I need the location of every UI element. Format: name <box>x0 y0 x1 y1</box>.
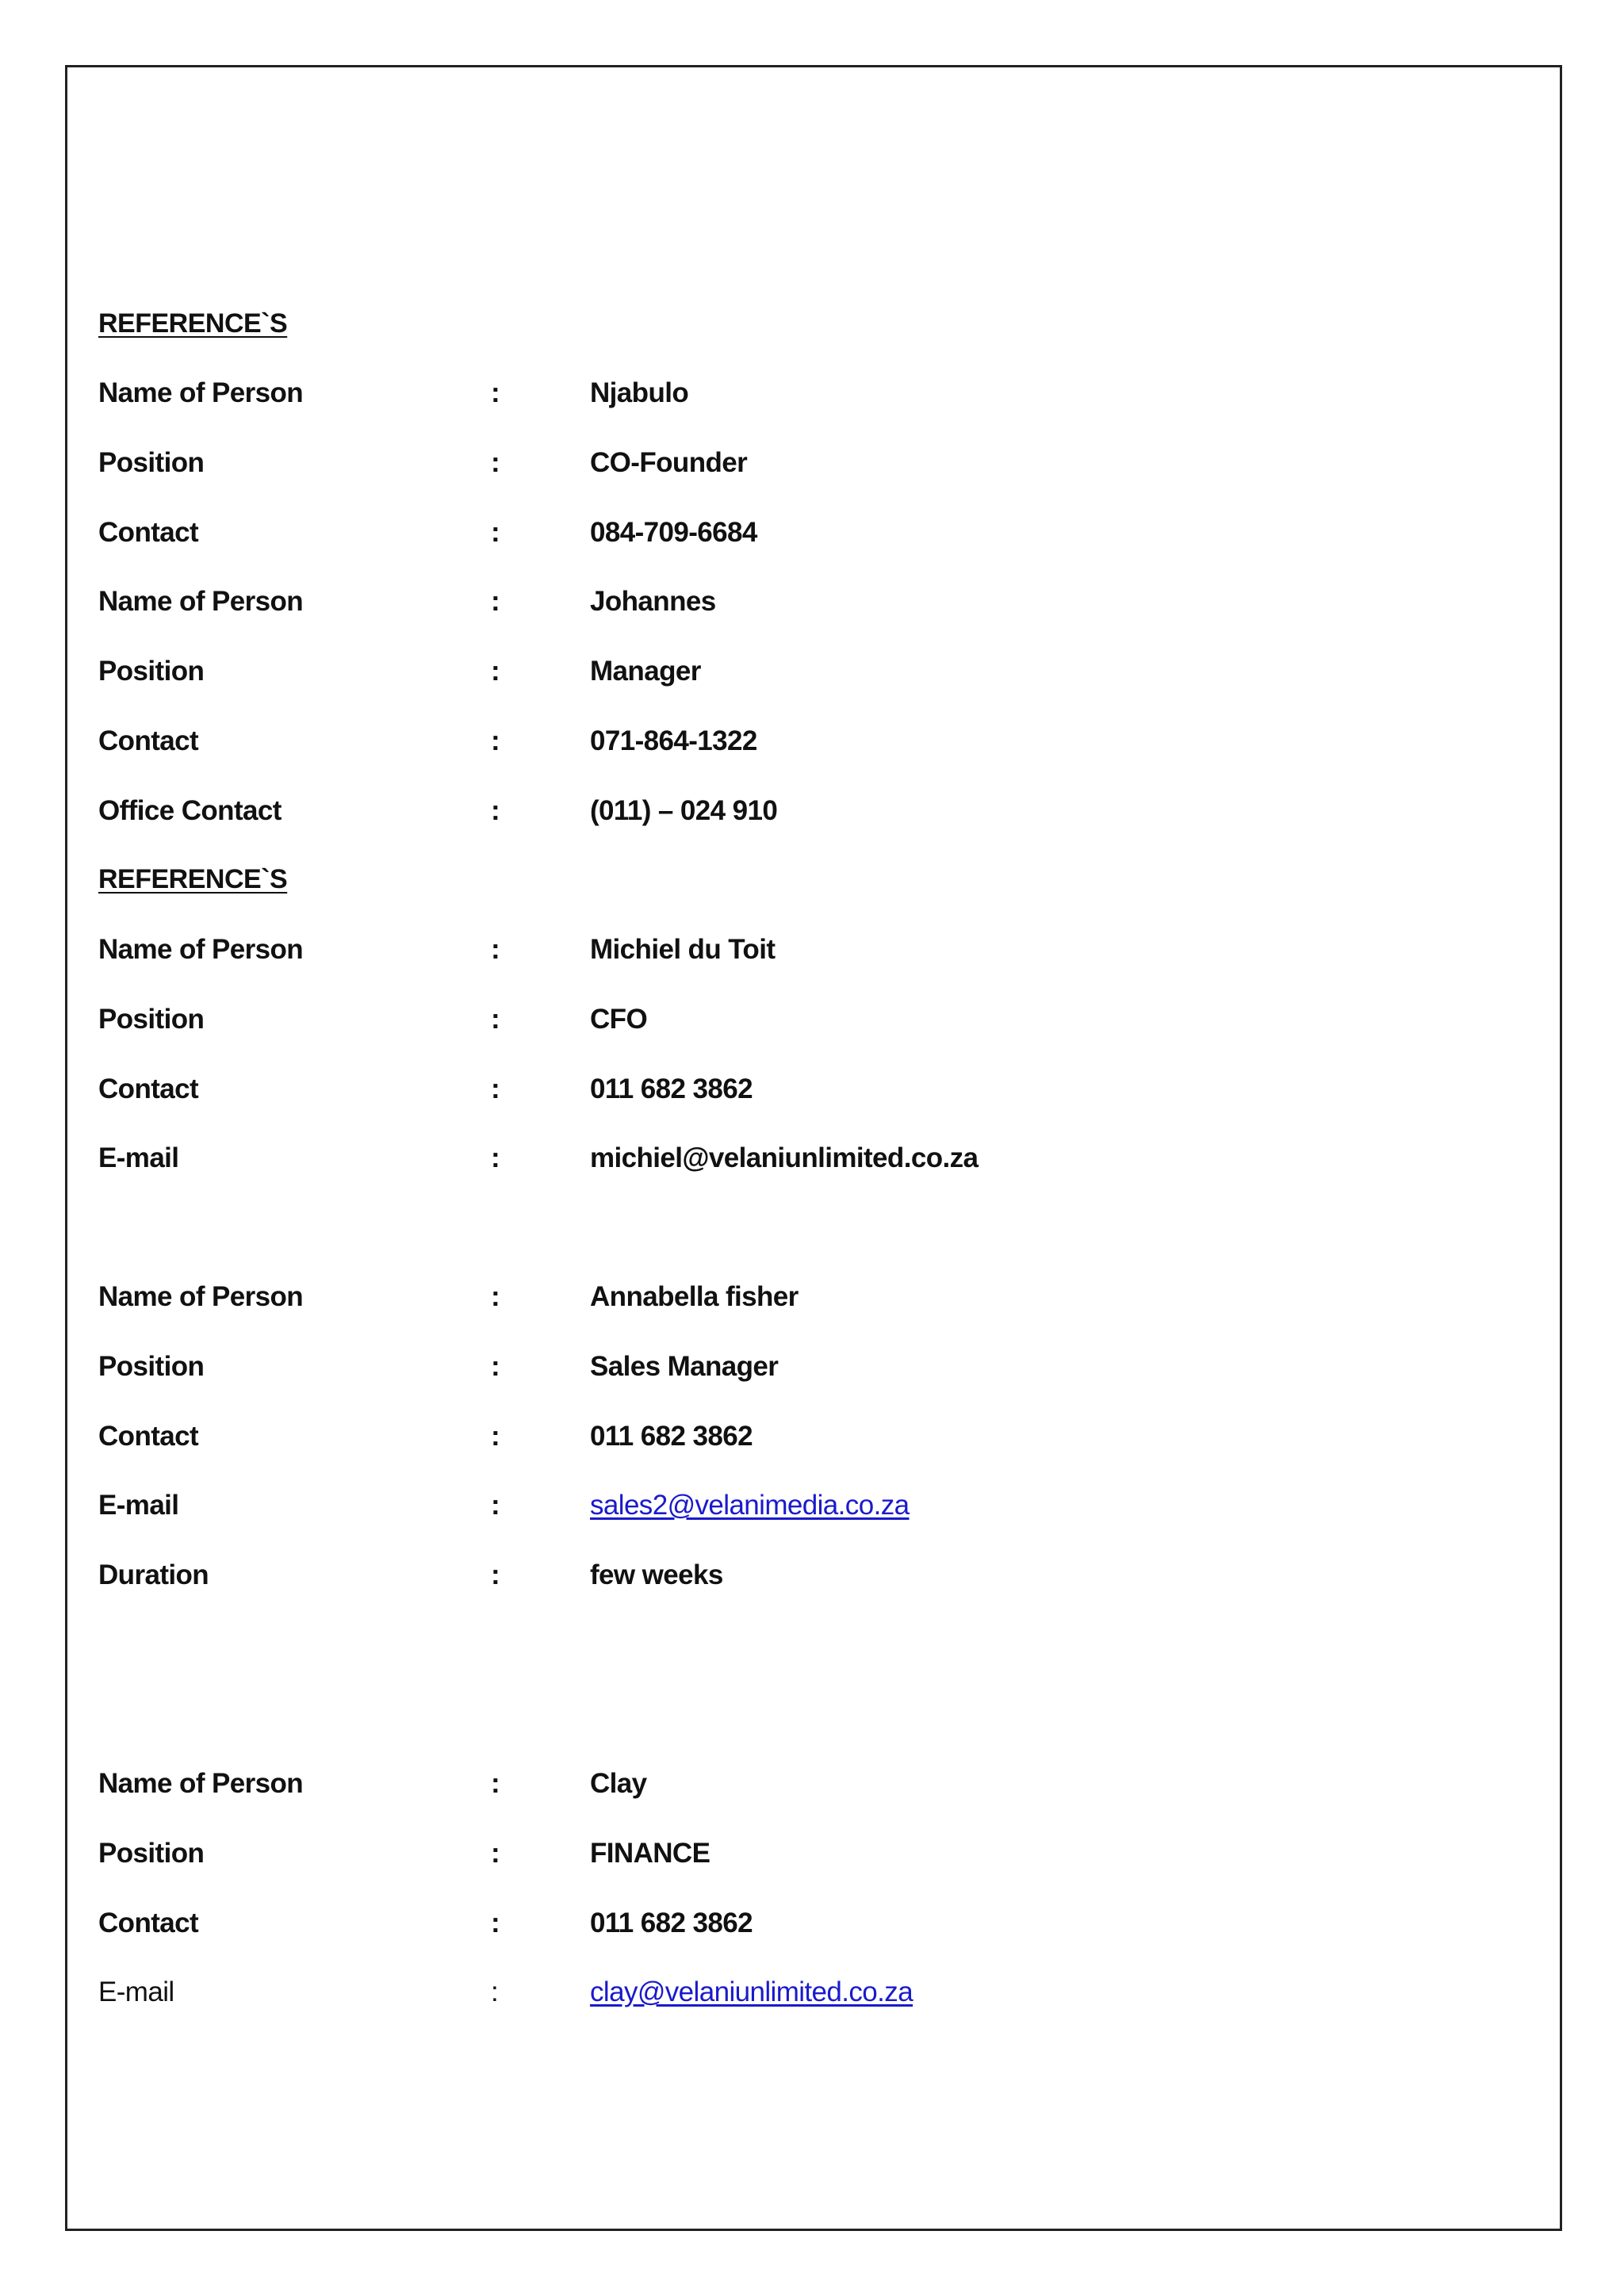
reference-row <box>0 1835 1624 1873</box>
reference-row <box>0 1139 1624 1177</box>
reference-row <box>0 722 1624 760</box>
field-separator: : <box>491 1838 500 1869</box>
field-separator: : <box>491 1559 500 1590</box>
field-label: Duration <box>98 1559 209 1590</box>
reference-row <box>0 444 1624 482</box>
reference-row <box>0 1904 1624 1942</box>
field-value: few weeks <box>590 1559 723 1590</box>
field-label: Contact <box>98 725 199 756</box>
field-separator: : <box>491 1281 500 1312</box>
field-value: 084-709-6684 <box>590 517 757 548</box>
field-value: CO-Founder <box>590 447 748 478</box>
reference-row <box>0 583 1624 621</box>
reference-row <box>0 1001 1624 1039</box>
field-label: Name of Person <box>98 934 304 965</box>
field-separator: : <box>491 1768 500 1799</box>
field-label: Contact <box>98 1421 199 1452</box>
field-value: Manager <box>590 656 701 687</box>
reference-row <box>0 931 1624 969</box>
field-label: Contact <box>98 1073 199 1104</box>
field-separator: : <box>491 795 500 826</box>
field-label: Position <box>98 447 205 478</box>
reference-row <box>0 374 1624 412</box>
field-value: Johannes <box>590 586 716 617</box>
field-separator: : <box>491 656 500 687</box>
field-separator: : <box>491 1490 500 1521</box>
field-value: Annabella fisher <box>590 1281 799 1312</box>
field-label: Contact <box>98 517 199 548</box>
field-label: Position <box>98 1351 205 1382</box>
field-value: FINANCE <box>590 1838 710 1869</box>
field-value: michiel@velaniunlimited.co.za <box>590 1142 979 1173</box>
field-separator: : <box>491 447 500 478</box>
field-value: 011 682 3862 <box>590 1073 753 1104</box>
field-label: Name of Person <box>98 1768 304 1799</box>
field-separator: : <box>491 1421 500 1452</box>
field-separator: : <box>491 586 500 617</box>
field-label: Position <box>98 1004 205 1035</box>
reference-row <box>0 1418 1624 1456</box>
field-separator: : <box>491 377 500 408</box>
reference-row <box>0 1973 1624 2011</box>
reference-row <box>0 1487 1624 1525</box>
reference-row <box>0 1070 1624 1108</box>
field-label: E-mail <box>98 1142 179 1173</box>
email-link[interactable]: clay@velaniunlimited.co.za <box>590 1976 914 2007</box>
field-value: 011 682 3862 <box>590 1908 753 1938</box>
field-separator: : <box>491 1908 500 1938</box>
reference-row <box>0 792 1624 830</box>
field-label: Name of Person <box>98 377 304 408</box>
section-heading-references-2: REFERENCE`S <box>98 864 288 894</box>
field-label: Position <box>98 1838 205 1869</box>
field-value: Michiel du Toit <box>590 934 776 965</box>
reference-row <box>0 1765 1624 1803</box>
field-value: 011 682 3862 <box>590 1421 753 1452</box>
field-value: Njabulo <box>590 377 689 408</box>
field-value: CFO <box>590 1004 648 1035</box>
reference-row <box>0 652 1624 691</box>
field-value: 071-864-1322 <box>590 725 757 756</box>
field-separator: : <box>491 1142 500 1173</box>
field-separator: : <box>491 725 500 756</box>
field-label: Name of Person <box>98 1281 304 1312</box>
field-separator: : <box>491 1004 500 1035</box>
field-separator: : <box>491 1976 499 2007</box>
field-label: Name of Person <box>98 586 304 617</box>
field-separator: : <box>491 1351 500 1382</box>
field-label: Office Contact <box>98 795 282 826</box>
field-label: Contact <box>98 1908 199 1938</box>
field-value: (011) – 024 910 <box>590 795 778 826</box>
field-value: Sales Manager <box>590 1351 779 1382</box>
field-label: E-mail <box>98 1976 174 2007</box>
reference-row <box>0 1348 1624 1386</box>
field-label: Position <box>98 656 205 687</box>
section-heading-references-1: REFERENCE`S <box>98 308 288 339</box>
reference-row <box>0 1556 1624 1594</box>
field-separator: : <box>491 934 500 965</box>
field-separator: : <box>491 1073 500 1104</box>
reference-row <box>0 514 1624 552</box>
field-separator: : <box>491 517 500 548</box>
email-link[interactable]: sales2@velanimedia.co.za <box>590 1490 910 1521</box>
field-label: E-mail <box>98 1490 179 1521</box>
field-value: Clay <box>590 1768 647 1799</box>
reference-row <box>0 1278 1624 1316</box>
